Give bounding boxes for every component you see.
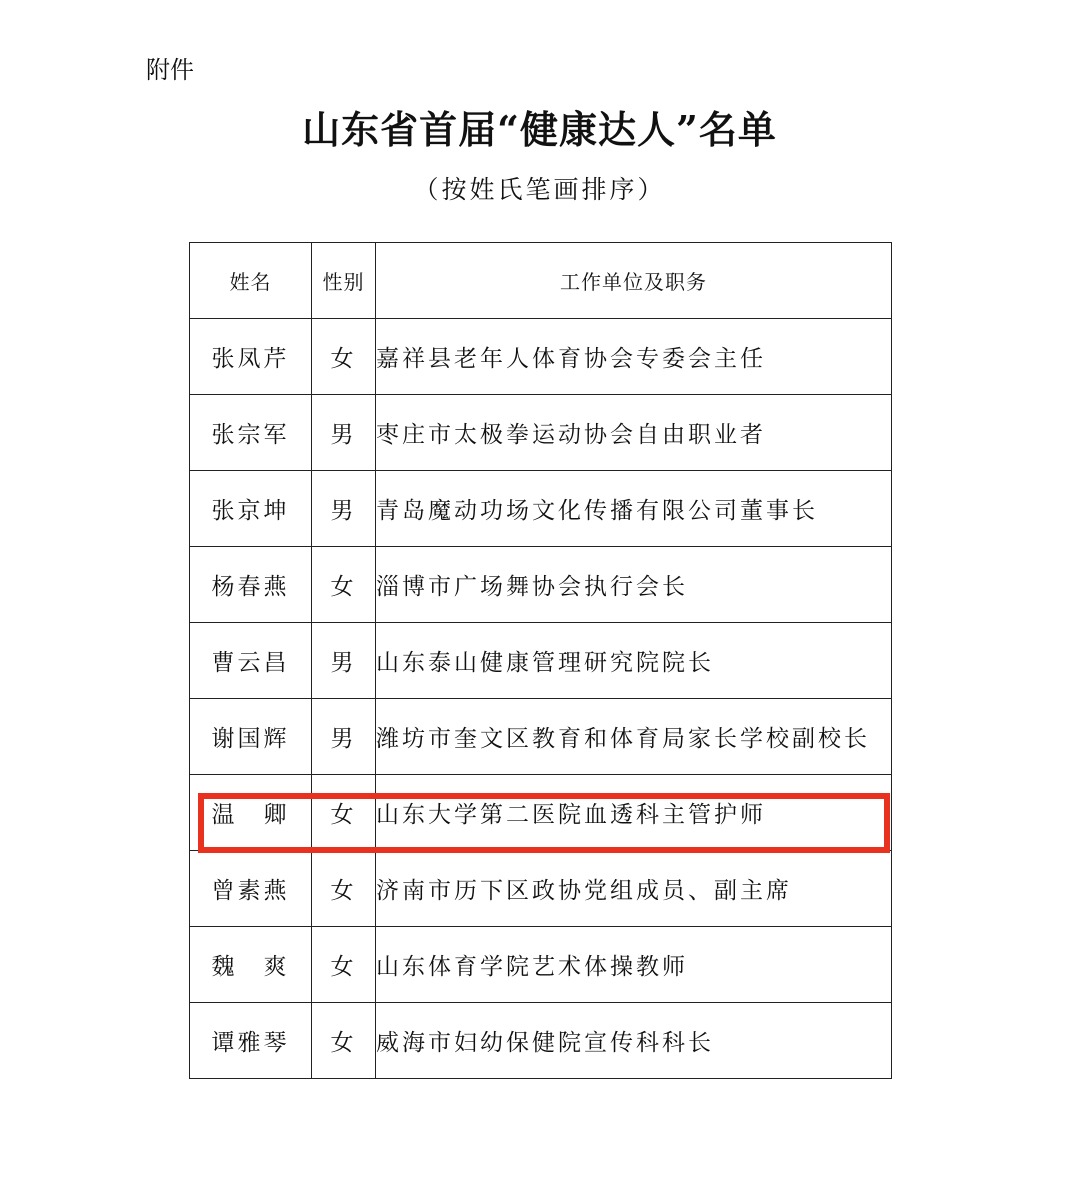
row-unit: 淄博市广场舞协会执行会长 (376, 547, 892, 623)
table-row (190, 927, 892, 1003)
row-unit: 山东泰山健康管理研究院院长 (376, 623, 892, 699)
row-name: 曹云昌 (190, 623, 312, 699)
honoree-table (189, 242, 892, 1079)
table-row (190, 471, 892, 547)
row-name: 温 卿 (190, 775, 312, 851)
table-row (190, 699, 892, 775)
table-header-row (190, 243, 892, 319)
row-unit: 威海市妇幼保健院宣传科科长 (376, 1003, 892, 1079)
row-name: 曾素燕 (190, 851, 312, 927)
row-gender: 男 (312, 471, 376, 547)
row-gender: 女 (312, 547, 376, 623)
row-name: 张凤芹 (190, 319, 312, 395)
row-gender: 男 (312, 395, 376, 471)
table-row-highlighted (190, 775, 892, 851)
attachment-label: 附件 (146, 56, 194, 84)
row-unit: 潍坊市奎文区教育和体育局家长学校副校长 (376, 699, 892, 775)
row-name: 张宗军 (190, 395, 312, 471)
table-row (190, 547, 892, 623)
document-subtitle: （按姓氏笔画排序） (413, 175, 666, 204)
row-name: 魏 爽 (190, 927, 312, 1003)
row-name: 谢国辉 (190, 699, 312, 775)
row-unit: 山东大学第二医院血透科主管护师 (376, 775, 892, 851)
document-title: 山东省首届“健康达人”名单 (302, 107, 777, 152)
table-row (190, 623, 892, 699)
row-name: 杨春燕 (190, 547, 312, 623)
row-name: 张京坤 (190, 471, 312, 547)
row-gender: 男 (312, 623, 376, 699)
row-unit: 枣庄市太极拳运动协会自由职业者 (376, 395, 892, 471)
row-gender: 女 (312, 851, 376, 927)
row-gender: 女 (312, 319, 376, 395)
table-row (190, 851, 892, 927)
row-unit: 济南市历下区政协党组成员、副主席 (376, 851, 892, 927)
row-gender: 女 (312, 1003, 376, 1079)
row-name: 谭雅琴 (190, 1003, 312, 1079)
table-row (190, 395, 892, 471)
row-gender: 女 (312, 927, 376, 1003)
table-row (190, 319, 892, 395)
row-unit: 山东体育学院艺术体操教师 (376, 927, 892, 1003)
row-unit: 青岛魔动功场文化传播有限公司董事长 (376, 471, 892, 547)
table-row (190, 1003, 892, 1079)
header-gender: 性别 (312, 243, 376, 319)
header-name: 姓名 (190, 243, 312, 319)
row-unit: 嘉祥县老年人体育协会专委会主任 (376, 319, 892, 395)
row-gender: 女 (312, 775, 376, 851)
header-unit: 工作单位及职务 (376, 243, 892, 319)
row-gender: 男 (312, 699, 376, 775)
